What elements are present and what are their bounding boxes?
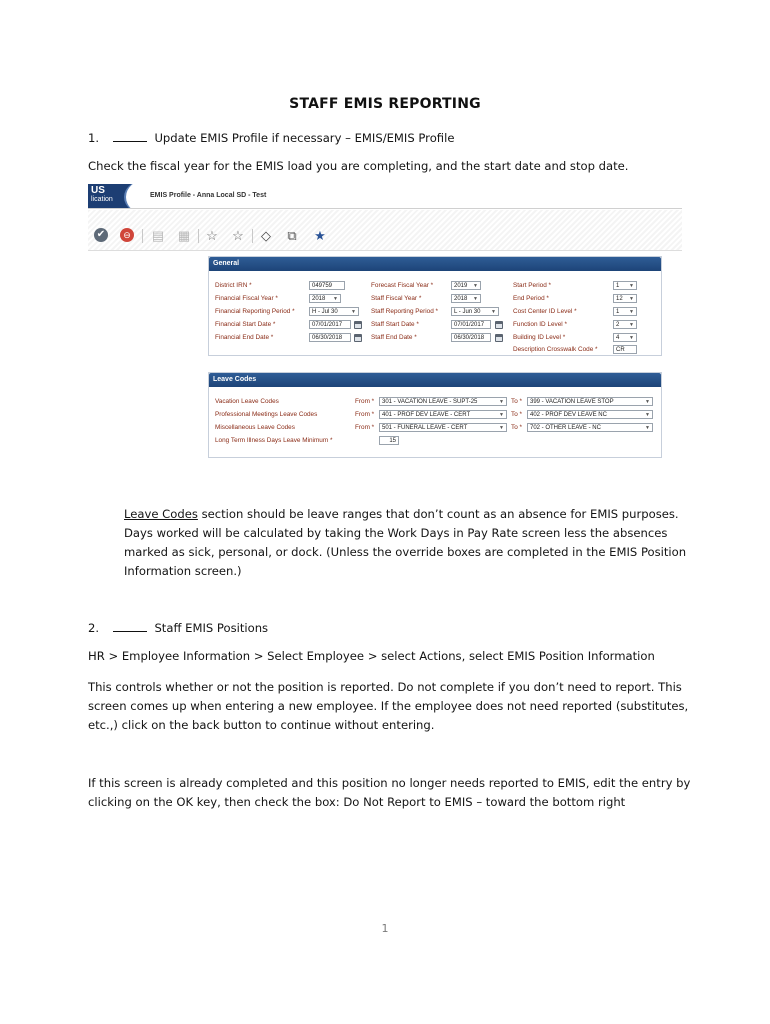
long-term-illness-field[interactable]: 15 bbox=[379, 436, 399, 445]
controls-line2: screen comes up when entering a new employee. If the employee does not need reported (substitutes, bbox=[88, 699, 689, 713]
step-1-checkbox-blank bbox=[113, 130, 147, 142]
start-period-label: Start Period * bbox=[513, 282, 552, 289]
district-irn-field[interactable]: 049759 bbox=[309, 281, 345, 290]
staff-reporting-period-select[interactable]: L - Jun 30 ▼ bbox=[451, 307, 499, 316]
final-paragraph bbox=[88, 774, 690, 812]
financial-end-date-label: Financial End Date * bbox=[215, 334, 274, 341]
step-2-checkbox-blank bbox=[113, 620, 147, 632]
misc-from-label: From * bbox=[355, 424, 375, 431]
calendar-icon[interactable] bbox=[354, 334, 362, 342]
financial-start-date-label: Financial Start Date * bbox=[215, 321, 276, 328]
vacation-from-label: From * bbox=[355, 398, 375, 405]
delete-icon[interactable]: ⊖ bbox=[120, 228, 134, 242]
crosswalk-code-field[interactable]: CR bbox=[613, 345, 637, 354]
building-id-level-select[interactable]: 4 ▼ bbox=[613, 333, 637, 342]
step-1-text: Update EMIS Profile if necessary – EMIS/EMIS Profile bbox=[154, 131, 455, 145]
staff-start-date-label: Staff Start Date * bbox=[371, 321, 419, 328]
misc-to-select[interactable]: 702 - OTHER LEAVE - NC ▼ bbox=[527, 423, 653, 432]
professional-leave-label: Professional Meetings Leave Codes bbox=[215, 411, 318, 418]
star-outline-icon[interactable]: ☆ bbox=[206, 228, 218, 243]
leave-codes-term: Leave Codes bbox=[124, 507, 198, 521]
controls-paragraph bbox=[88, 678, 688, 735]
page-number: 1 bbox=[381, 922, 389, 935]
staff-reporting-period-label: Staff Reporting Period * bbox=[371, 308, 439, 315]
document-title: STAFF EMIS REPORTING bbox=[289, 96, 481, 112]
leave-para-line1: section should be leave ranges that don’t count as an absence for EMIS purposes. bbox=[197, 507, 679, 521]
financial-start-date-field[interactable]: 07/01/2017 bbox=[309, 320, 351, 329]
staff-end-date-label: Staff End Date * bbox=[371, 334, 417, 341]
final-line2: clicking on the OK key, then check the box: Do Not Report to EMIS – toward the bottom right bbox=[88, 795, 626, 809]
general-panel-header: General bbox=[209, 257, 661, 271]
leave-codes-panel-header: Leave Codes bbox=[209, 373, 661, 387]
vacation-leave-label: Vacation Leave Codes bbox=[215, 398, 279, 405]
general-panel bbox=[208, 256, 662, 356]
star-add-icon[interactable]: ☆ bbox=[232, 228, 244, 243]
staff-fiscal-year-label: Staff Fiscal Year * bbox=[371, 295, 422, 302]
step-1-number: 1. bbox=[88, 131, 100, 145]
function-id-level-label: Function ID Level * bbox=[513, 321, 567, 328]
cost-center-level-label: Cost Center ID Level * bbox=[513, 308, 577, 315]
staff-start-date-field[interactable]: 07/01/2017 bbox=[451, 320, 491, 329]
financial-reporting-period-select[interactable]: H - Jul 30 ▼ bbox=[309, 307, 359, 316]
leave-para-line2: Days worked will be calculated by taking the Work Days in Pay Rate screen less the absences bbox=[124, 526, 668, 540]
step-2-heading bbox=[88, 620, 268, 635]
financial-reporting-period-label: Financial Reporting Period * bbox=[215, 308, 295, 315]
document-list-icon[interactable]: ▦ bbox=[177, 228, 191, 243]
controls-line1: This controls whether or not the position is reported. Do not complete if you don’t need to report. This bbox=[88, 680, 682, 694]
logo-text: US bbox=[91, 185, 105, 196]
professional-to-select[interactable]: 402 - PROF DEV LEAVE NC ▼ bbox=[527, 410, 653, 419]
misc-from-select[interactable]: 501 - FUNERAL LEAVE - CERT ▼ bbox=[379, 423, 507, 432]
vacation-to-label: To * bbox=[511, 398, 523, 405]
professional-from-label: From * bbox=[355, 411, 375, 418]
check-circle-icon[interactable]: ✔ bbox=[94, 228, 108, 242]
calendar-icon[interactable] bbox=[354, 321, 362, 329]
vacation-to-select[interactable]: 399 - VACATION LEAVE STOP ▼ bbox=[527, 397, 653, 406]
building-id-level-label: Building ID Level * bbox=[513, 334, 566, 341]
financial-end-date-field[interactable]: 06/30/2018 bbox=[309, 333, 351, 342]
leave-codes-paragraph bbox=[124, 505, 686, 581]
star-filled-icon[interactable]: ★ bbox=[314, 228, 326, 243]
crosswalk-code-label: Description Crosswalk Code * bbox=[513, 346, 598, 353]
start-period-select[interactable]: 1 ▼ bbox=[613, 281, 637, 290]
diamond-nav-icon[interactable]: ◇ bbox=[261, 228, 271, 243]
district-irn-label: District IRN * bbox=[215, 282, 252, 289]
document-icon[interactable]: ▤ bbox=[151, 228, 165, 243]
forecast-fiscal-year-label: Forecast Fiscal Year * bbox=[371, 282, 434, 289]
emis-profile-screenshot bbox=[88, 184, 682, 460]
step-1-heading bbox=[88, 130, 454, 145]
professional-from-select[interactable]: 401 - PROF DEV LEAVE - CERT ▼ bbox=[379, 410, 507, 419]
function-id-level-select[interactable]: 2 ▼ bbox=[613, 320, 637, 329]
end-period-label: End Period * bbox=[513, 295, 549, 302]
final-line1: If this screen is already completed and this position no longer needs reported to EMIS, edit the entry by bbox=[88, 776, 691, 790]
staff-end-date-field[interactable]: 06/30/2018 bbox=[451, 333, 491, 342]
long-term-illness-label: Long Term Illness Days Leave Minimum * bbox=[215, 437, 333, 444]
copy-icon[interactable]: ⧉ bbox=[287, 228, 297, 243]
professional-to-label: To * bbox=[511, 411, 523, 418]
step-2-text: Staff EMIS Positions bbox=[154, 621, 269, 635]
step-1-instructions: Check the fiscal year for the EMIS load you are completing, and the start date and stop date. bbox=[88, 159, 629, 173]
navigation-path: HR > Employee Information > Select Employee > select Actions, select EMIS Position Information bbox=[88, 649, 655, 663]
misc-leave-label: Miscellaneous Leave Codes bbox=[215, 424, 295, 431]
step-2-number: 2. bbox=[88, 621, 100, 635]
end-period-select[interactable]: 12 ▼ bbox=[613, 294, 637, 303]
controls-line3: etc.,) click on the back button to continue without entering. bbox=[88, 718, 435, 732]
staff-fiscal-year-select[interactable]: 2018 ▼ bbox=[451, 294, 481, 303]
misc-to-label: To * bbox=[511, 424, 523, 431]
financial-fiscal-year-select[interactable]: 2018 ▼ bbox=[309, 294, 341, 303]
app-logo bbox=[88, 184, 140, 208]
vacation-from-select[interactable]: 301 - VACATION LEAVE - SUPT-25 ▼ bbox=[379, 397, 507, 406]
cost-center-level-select[interactable]: 1 ▼ bbox=[613, 307, 637, 316]
forecast-fiscal-year-select[interactable]: 2019 ▼ bbox=[451, 281, 481, 290]
leave-para-line3: marked as sick, personal, or dock. (Unless the override boxes are completed in the EMIS Position bbox=[124, 545, 687, 559]
calendar-icon[interactable] bbox=[495, 321, 503, 329]
leave-codes-panel bbox=[208, 372, 662, 458]
app-page-title: EMIS Profile - Anna Local SD - Test bbox=[150, 192, 267, 199]
logo-subtext: lication bbox=[91, 196, 113, 203]
financial-fiscal-year-label: Financial Fiscal Year * bbox=[215, 295, 278, 302]
app-header-bar bbox=[88, 184, 682, 209]
leave-para-line4: Information screen.) bbox=[124, 564, 242, 578]
calendar-icon[interactable] bbox=[495, 334, 503, 342]
